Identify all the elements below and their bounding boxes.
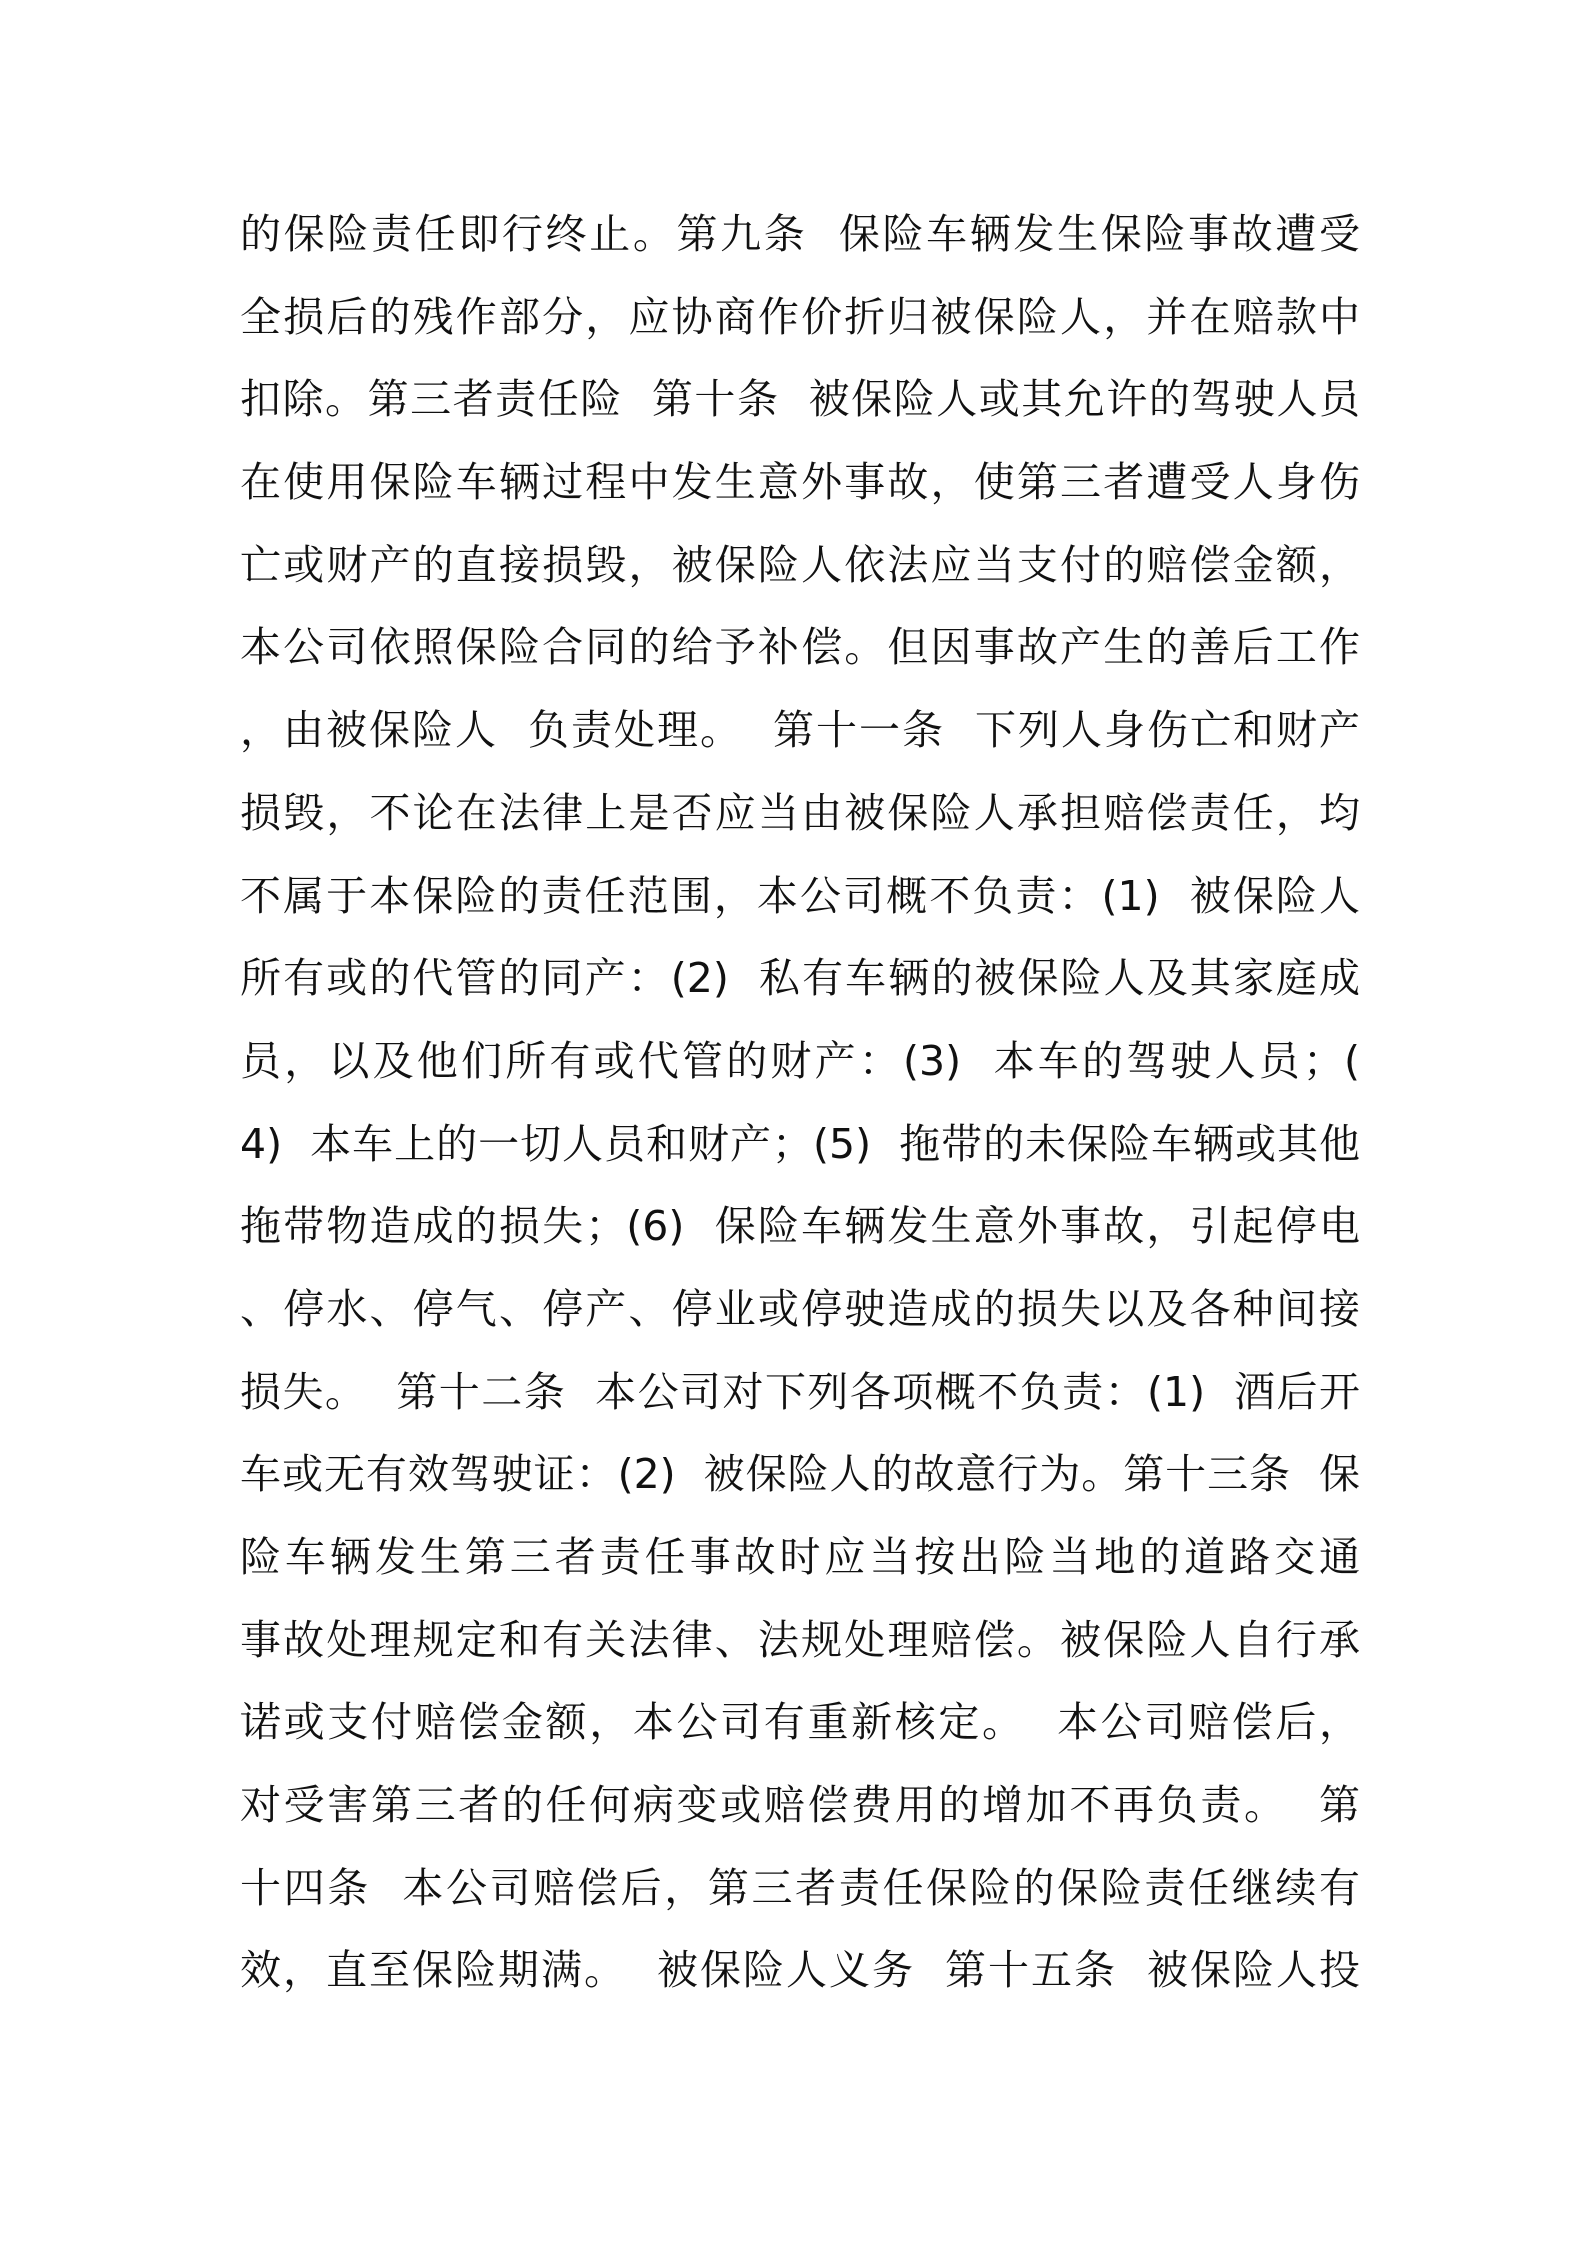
text-line: 的保险责任即行终止。第九条 保险车辆发生保险事故遭受 bbox=[240, 210, 1360, 258]
text-line: 效，直至保险期满。 被保险人义务 第十五条 被保险人投 bbox=[240, 1946, 1360, 1995]
text-line: 险车辆发生第三者责任事故时应当按出险当地的道路交通 bbox=[240, 1533, 1360, 1581]
text-line: ，由被保险人 负责处理。 第十一条 下列人身伤亡和财产 bbox=[240, 706, 1360, 755]
text-line: 损失。 第十二条 本公司对下列各项概不负责：(1) 酒后开 bbox=[240, 1367, 1360, 1416]
text-line: 全损后的残作部分，应协商作价折归被保险人，并在赔款中 bbox=[240, 292, 1360, 341]
text-line: 拖带物造成的损失；(6) 保险车辆发生意外事故，引起停电 bbox=[240, 1202, 1360, 1251]
text-line: 损毁，不论在法律上是否应当由被保险人承担赔偿责任，均 bbox=[240, 788, 1360, 837]
text-line: 十四条 本公司赔偿后，第三者责任保险的保险责任继续有 bbox=[240, 1863, 1360, 1912]
text-line: 亡或财产的直接损毁，被保险人依法应当支付的赔偿金额， bbox=[240, 540, 1360, 589]
text-line: 本公司依照保险合同的给予补偿。但因事故产生的善后工作 bbox=[240, 623, 1360, 672]
text-line: 员，以及他们所有或代管的财产：(3) 本车的驾驶人员；( bbox=[240, 1036, 1360, 1085]
text-line: 诺或支付赔偿金额，本公司有重新核定。 本公司赔偿后， bbox=[240, 1698, 1360, 1747]
text-line: 在使用保险车辆过程中发生意外事故，使第三者遭受人身伤 bbox=[240, 458, 1360, 507]
text-line: 事故处理规定和有关法律、法规处理赔偿。被保险人自行承 bbox=[240, 1615, 1360, 1664]
text-line: 车或无有效驾驶证：(2) 被保险人的故意行为。第十三条 保 bbox=[240, 1450, 1360, 1499]
text-line: 对受害第三者的任何病变或赔偿费用的增加不再负责。 第 bbox=[240, 1781, 1360, 1830]
body-text bbox=[240, 193, 1360, 2012]
text-line: 扣除。第三者责任险 第十条 被保险人或其允许的驾驶人员 bbox=[240, 375, 1360, 424]
text-line: 不属于本保险的责任范围，本公司概不负责：(1) 被保险人 bbox=[240, 871, 1360, 920]
text-line: 、停水、停气、停产、停业或停驶造成的损失以及各种间接 bbox=[240, 1284, 1360, 1333]
text-line: 4) 本车上的一切人员和财产；(5) 拖带的未保险车辆或其他 bbox=[240, 1119, 1360, 1168]
text-line: 所有或的代管的同产：(2) 私有车辆的被保险人及其家庭成 bbox=[240, 954, 1360, 1003]
